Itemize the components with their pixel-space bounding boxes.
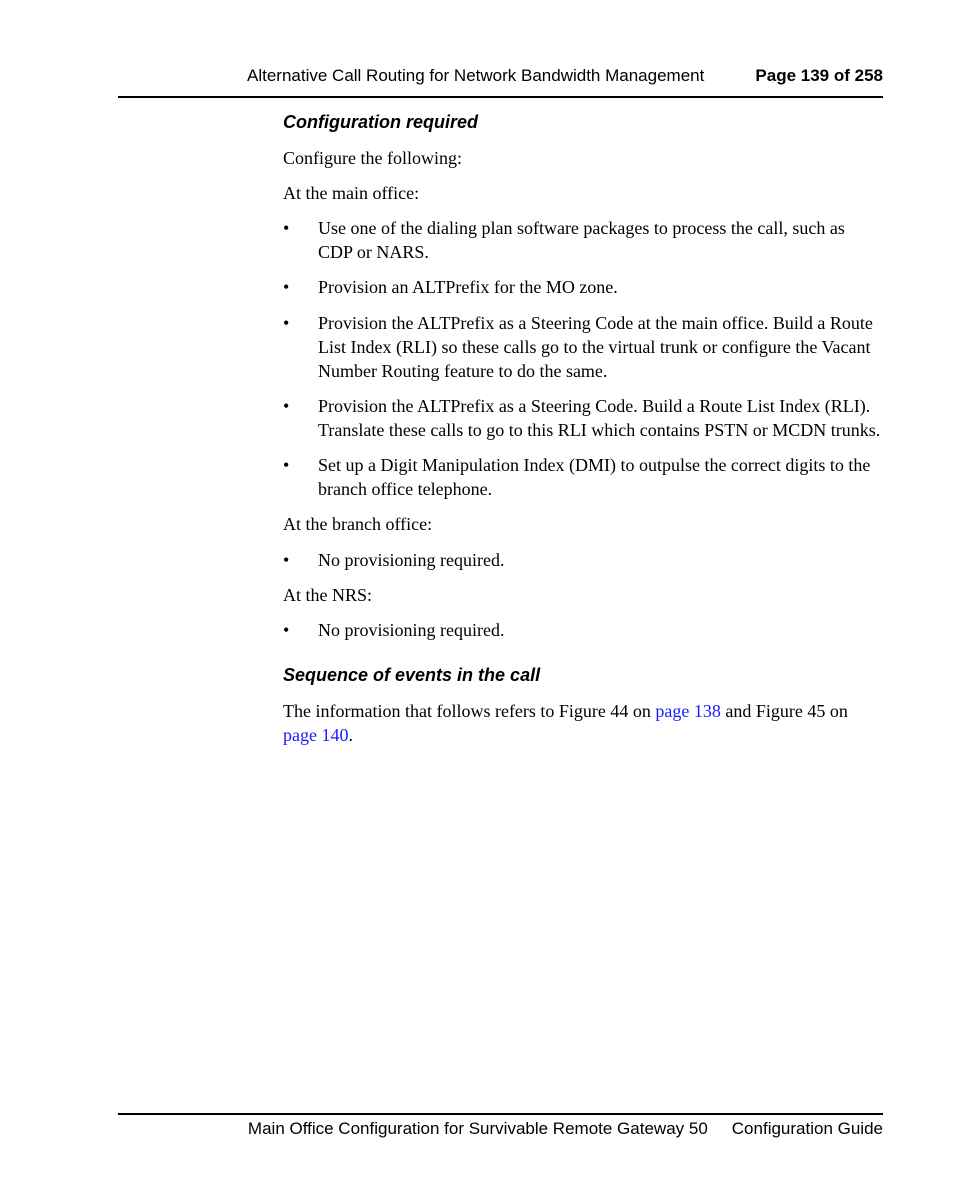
list-item — [283, 394, 883, 442]
main-content — [283, 110, 883, 747]
page-footer — [118, 1113, 883, 1138]
list-item-text: No provisioning required. — [318, 550, 505, 570]
bullet-icon: • — [283, 218, 290, 238]
page-number: Page 139 of 258 — [755, 66, 883, 85]
bullet-icon: • — [283, 277, 290, 297]
sequence-text: and Figure 45 on — [720, 701, 848, 721]
list-item — [283, 216, 883, 264]
section-heading-configuration: Configuration required — [283, 112, 478, 132]
list-item-text: No provisioning required. — [318, 620, 505, 640]
footer-text — [248, 1119, 883, 1139]
list-item-text: Use one of the dialing plan software packages to process the call, such as CDP or NARS. — [318, 218, 845, 262]
list-item — [283, 618, 883, 642]
header-title: Alternative Call Routing for Network Bandwidth Management — [247, 66, 705, 85]
main-office-label: At the main office: — [283, 183, 420, 203]
config-intro: Configure the following: — [283, 148, 462, 168]
bullet-icon: • — [283, 620, 290, 640]
page-140-link[interactable]: page 140 — [283, 725, 349, 745]
footer-doc-title: Main Office Configuration for Survivable Remote Gateway 50 — [247, 1119, 708, 1138]
section-heading-sequence: Sequence of events in the call — [283, 665, 541, 685]
branch-office-label: At the branch office: — [283, 514, 433, 534]
nrs-list — [283, 618, 883, 642]
list-item-text: Set up a Digit Manipulation Index (DMI) to outpulse the correct digits to the branch office telephone. — [318, 455, 871, 499]
list-item — [283, 548, 883, 572]
sequence-text: The information that follows refers to Figure 44 on — [283, 701, 656, 721]
list-item — [283, 275, 883, 299]
nrs-label: At the NRS: — [283, 585, 373, 605]
footer-doc-type: Configuration Guide — [731, 1119, 883, 1138]
list-item-text: Provision an ALTPrefix for the MO zone. — [318, 277, 618, 297]
page-138-link[interactable]: page 138 — [655, 701, 721, 721]
list-item-text: Provision the ALTPrefix as a Steering Code. Build a Route List Index (RLI). Translate these calls to go to this RLI which contains PSTN or MCDN trunks. — [318, 396, 881, 440]
list-item-text: Provision the ALTPrefix as a Steering Code at the main office. Build a Route List Index (RLI) so these calls go to the virtual trunk or configure the Vacant Number Routing feature to do the same. — [318, 313, 873, 381]
bullet-icon: • — [283, 455, 290, 475]
main-office-list — [283, 216, 883, 501]
list-item — [283, 453, 883, 501]
branch-office-list — [283, 548, 883, 572]
bullet-icon: • — [283, 396, 290, 416]
list-item — [283, 311, 883, 383]
bullet-icon: • — [283, 550, 290, 570]
sequence-paragraph — [283, 699, 883, 747]
sequence-text: . — [348, 725, 353, 745]
page-header — [118, 64, 883, 98]
bullet-icon: • — [283, 313, 290, 333]
